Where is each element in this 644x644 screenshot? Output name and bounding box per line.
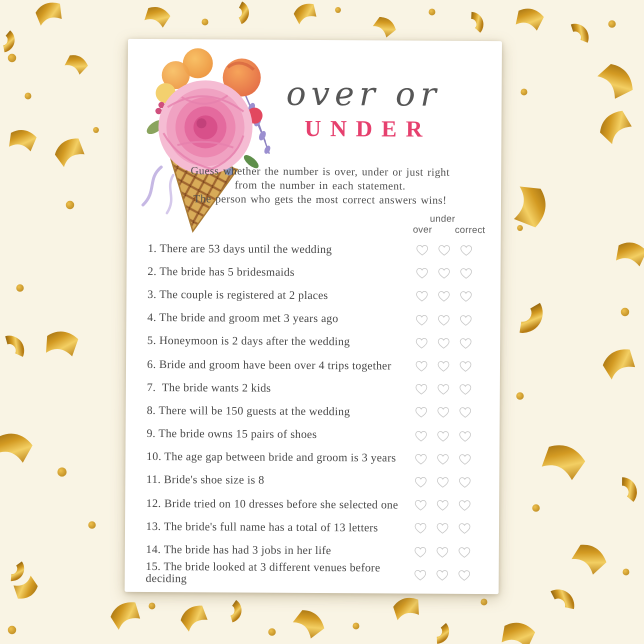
over-heart-checkbox[interactable] — [414, 476, 427, 489]
statement-row — [125, 515, 499, 540]
over-heart-checkbox[interactable] — [415, 406, 428, 419]
correct-heart-checkbox[interactable] — [459, 360, 472, 373]
answer-hearts — [414, 568, 471, 581]
statement-text: 1. There are 53 days until the wedding — [147, 242, 333, 256]
under-heart-checkbox[interactable] — [438, 244, 451, 257]
statement-text: 3. The couple is registered at 2 places — [147, 288, 329, 303]
correct-heart-checkbox[interactable] — [458, 522, 471, 535]
game-card — [125, 39, 502, 594]
statement-text: 15. The bride looked at 3 different venues before deciding — [145, 561, 384, 586]
statement-text: 2. The bride has 5 bridesmaids — [147, 265, 295, 279]
statement-text: 14. The bride has had 3 jobs in her life — [145, 544, 332, 558]
card-header — [232, 73, 494, 143]
over-heart-checkbox[interactable] — [414, 522, 427, 535]
answer-hearts — [414, 522, 471, 535]
column-header-over: over — [412, 224, 433, 236]
column-header-under: under — [429, 213, 456, 225]
statement-text: 13. The bride's full name has a total of 13 letters — [145, 520, 379, 535]
page-title: UNDER — [304, 115, 432, 142]
correct-heart-checkbox[interactable] — [459, 314, 472, 327]
answer-hearts — [415, 360, 472, 373]
statement-row — [126, 283, 500, 308]
under-heart-checkbox[interactable] — [436, 568, 449, 581]
over-heart-checkbox[interactable] — [414, 545, 427, 558]
statement-text: 6. Bride and groom have been over 4 trips together — [146, 358, 392, 373]
under-heart-checkbox[interactable] — [437, 313, 450, 326]
statement-row — [125, 469, 499, 494]
over-heart-checkbox[interactable] — [415, 383, 428, 396]
correct-heart-checkbox[interactable] — [459, 383, 472, 396]
statement-row — [125, 561, 499, 586]
over-heart-checkbox[interactable] — [415, 313, 428, 326]
under-heart-checkbox[interactable] — [436, 499, 449, 512]
correct-heart-checkbox[interactable] — [458, 499, 471, 512]
correct-heart-checkbox[interactable] — [460, 267, 473, 280]
correct-heart-checkbox[interactable] — [460, 244, 473, 257]
statement-text: 10. The age gap between bride and groom is 3 years — [146, 451, 397, 465]
statement-row — [125, 538, 499, 563]
correct-heart-checkbox[interactable] — [458, 476, 471, 489]
over-heart-checkbox[interactable] — [416, 244, 429, 257]
statement-row — [126, 376, 500, 401]
correct-heart-checkbox[interactable] — [458, 545, 471, 558]
statement-row — [126, 422, 500, 447]
under-heart-checkbox[interactable] — [437, 406, 450, 419]
column-header-correct: correct — [454, 224, 486, 237]
answer-hearts — [415, 406, 472, 419]
over-heart-checkbox[interactable] — [415, 290, 428, 303]
statement-row — [126, 399, 500, 424]
answer-hearts — [416, 244, 473, 257]
correct-heart-checkbox[interactable] — [458, 453, 471, 466]
statement-text: 7. The bride wants 2 kids — [146, 381, 272, 395]
under-heart-checkbox[interactable] — [438, 267, 451, 280]
statement-row — [127, 260, 501, 285]
over-heart-checkbox[interactable] — [415, 429, 428, 442]
statement-row — [125, 492, 499, 517]
under-heart-checkbox[interactable] — [436, 476, 449, 489]
statement-row — [125, 446, 499, 471]
title-script: over or — [286, 73, 442, 114]
under-heart-checkbox[interactable] — [436, 522, 449, 535]
instructions-line-1: Guess whether the number is over, under or just right — [190, 165, 450, 179]
statement-text: 8. There will be 150 guests at the wedding — [146, 404, 351, 419]
under-heart-checkbox[interactable] — [437, 360, 450, 373]
instructions — [167, 164, 473, 208]
over-heart-checkbox[interactable] — [414, 568, 427, 581]
answer-hearts — [415, 290, 472, 303]
under-heart-checkbox[interactable] — [436, 545, 449, 558]
under-heart-checkbox[interactable] — [437, 429, 450, 442]
statement-text: 4. The bride and groom met 3 years ago — [147, 312, 339, 326]
statement-row — [127, 237, 501, 262]
correct-heart-checkbox[interactable] — [459, 337, 472, 350]
answer-hearts — [414, 499, 471, 512]
correct-heart-checkbox[interactable] — [459, 429, 472, 442]
over-heart-checkbox[interactable] — [415, 336, 428, 349]
over-heart-checkbox[interactable] — [414, 452, 427, 465]
correct-heart-checkbox[interactable] — [459, 290, 472, 303]
answer-hearts — [415, 429, 472, 442]
under-heart-checkbox[interactable] — [437, 383, 450, 396]
statement-text: 5. Honeymoon is 2 days after the wedding — [147, 335, 351, 349]
statements-list — [125, 237, 501, 587]
answer-hearts — [414, 476, 471, 489]
over-heart-checkbox[interactable] — [416, 267, 429, 280]
under-heart-checkbox[interactable] — [437, 337, 450, 350]
statement-row — [126, 330, 500, 355]
under-heart-checkbox[interactable] — [436, 453, 449, 466]
answer-hearts — [414, 545, 471, 558]
statement-text: 9. The bride owns 15 pairs of shoes — [146, 428, 317, 442]
instructions-line-3: The person who gets the most correct answers wins! — [193, 193, 447, 208]
over-heart-checkbox[interactable] — [415, 360, 428, 373]
statement-text: 12. Bride tried on 10 dresses before she selected one — [146, 497, 399, 512]
answer-hearts — [415, 383, 472, 396]
instructions-line-2: from the number in each statement. — [234, 179, 406, 193]
answer-hearts — [415, 336, 472, 349]
under-heart-checkbox[interactable] — [437, 290, 450, 303]
statement-text: 11. Bride's shoe size is 8 — [146, 474, 265, 488]
correct-heart-checkbox[interactable] — [458, 569, 471, 582]
answer-hearts — [416, 267, 473, 280]
statement-row — [126, 353, 500, 378]
correct-heart-checkbox[interactable] — [459, 406, 472, 419]
statement-row — [126, 306, 500, 331]
answer-hearts — [414, 452, 471, 465]
over-heart-checkbox[interactable] — [414, 499, 427, 512]
answer-hearts — [415, 313, 472, 326]
